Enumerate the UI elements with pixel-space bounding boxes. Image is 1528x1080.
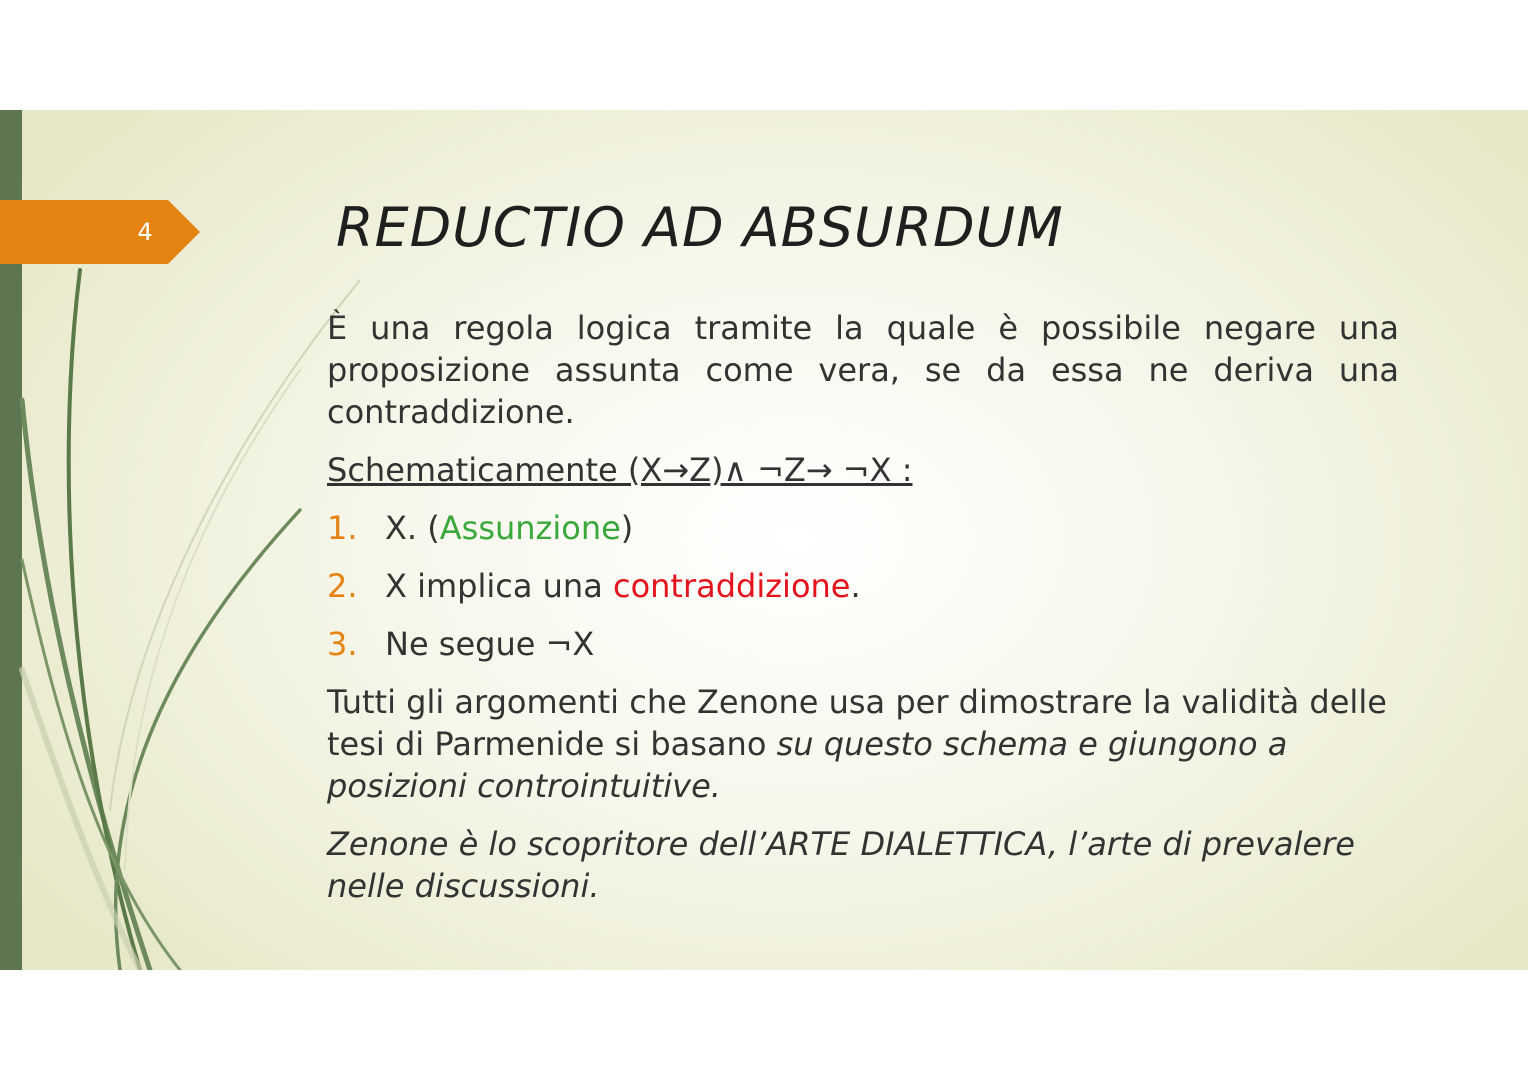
orange-pentagon-shape xyxy=(0,200,200,264)
slide-body xyxy=(327,307,1399,907)
list-number: 3. xyxy=(327,625,358,663)
zenone-arguments-paragraph: Tutti gli argomenti che Zenone usa per dimostrare la validità delle tesi di Parmenide si basano su questo schema e giungono a posizioni controintuitive. xyxy=(327,683,1387,805)
list-item xyxy=(327,623,1399,665)
slide-number-tab xyxy=(0,200,200,264)
list-number: 2. xyxy=(327,567,358,605)
list-number: 1. xyxy=(327,509,358,547)
highlight-assunzione: Assunzione xyxy=(439,509,621,547)
highlight-contraddizione: contraddizione xyxy=(612,567,851,605)
list-item xyxy=(327,507,1399,549)
slide-title: REDUCTIO AD ABSURDUM xyxy=(336,196,1064,259)
list-item xyxy=(327,565,1399,607)
slide-number: 4 xyxy=(137,218,153,246)
steps-list xyxy=(327,507,1399,665)
list-text: Ne segue ¬X xyxy=(385,625,595,663)
slide xyxy=(0,110,1528,970)
intro-paragraph: È una regola logica tramite la quale è possibile negare una proposizione assunta come vera, se da essa ne deriva una contraddizione. xyxy=(327,309,1399,431)
schema-line: Schematicamente (X→Z)∧ ¬Z→ ¬X : xyxy=(327,451,913,489)
list-text: X. (Assunzione) xyxy=(385,509,634,547)
list-text: X implica una contraddizione. xyxy=(385,567,861,605)
dialectic-art-paragraph: Zenone è lo scopritore dell’ARTE DIALETTICA, l’arte di prevalere nelle discussioni. xyxy=(327,825,1355,905)
